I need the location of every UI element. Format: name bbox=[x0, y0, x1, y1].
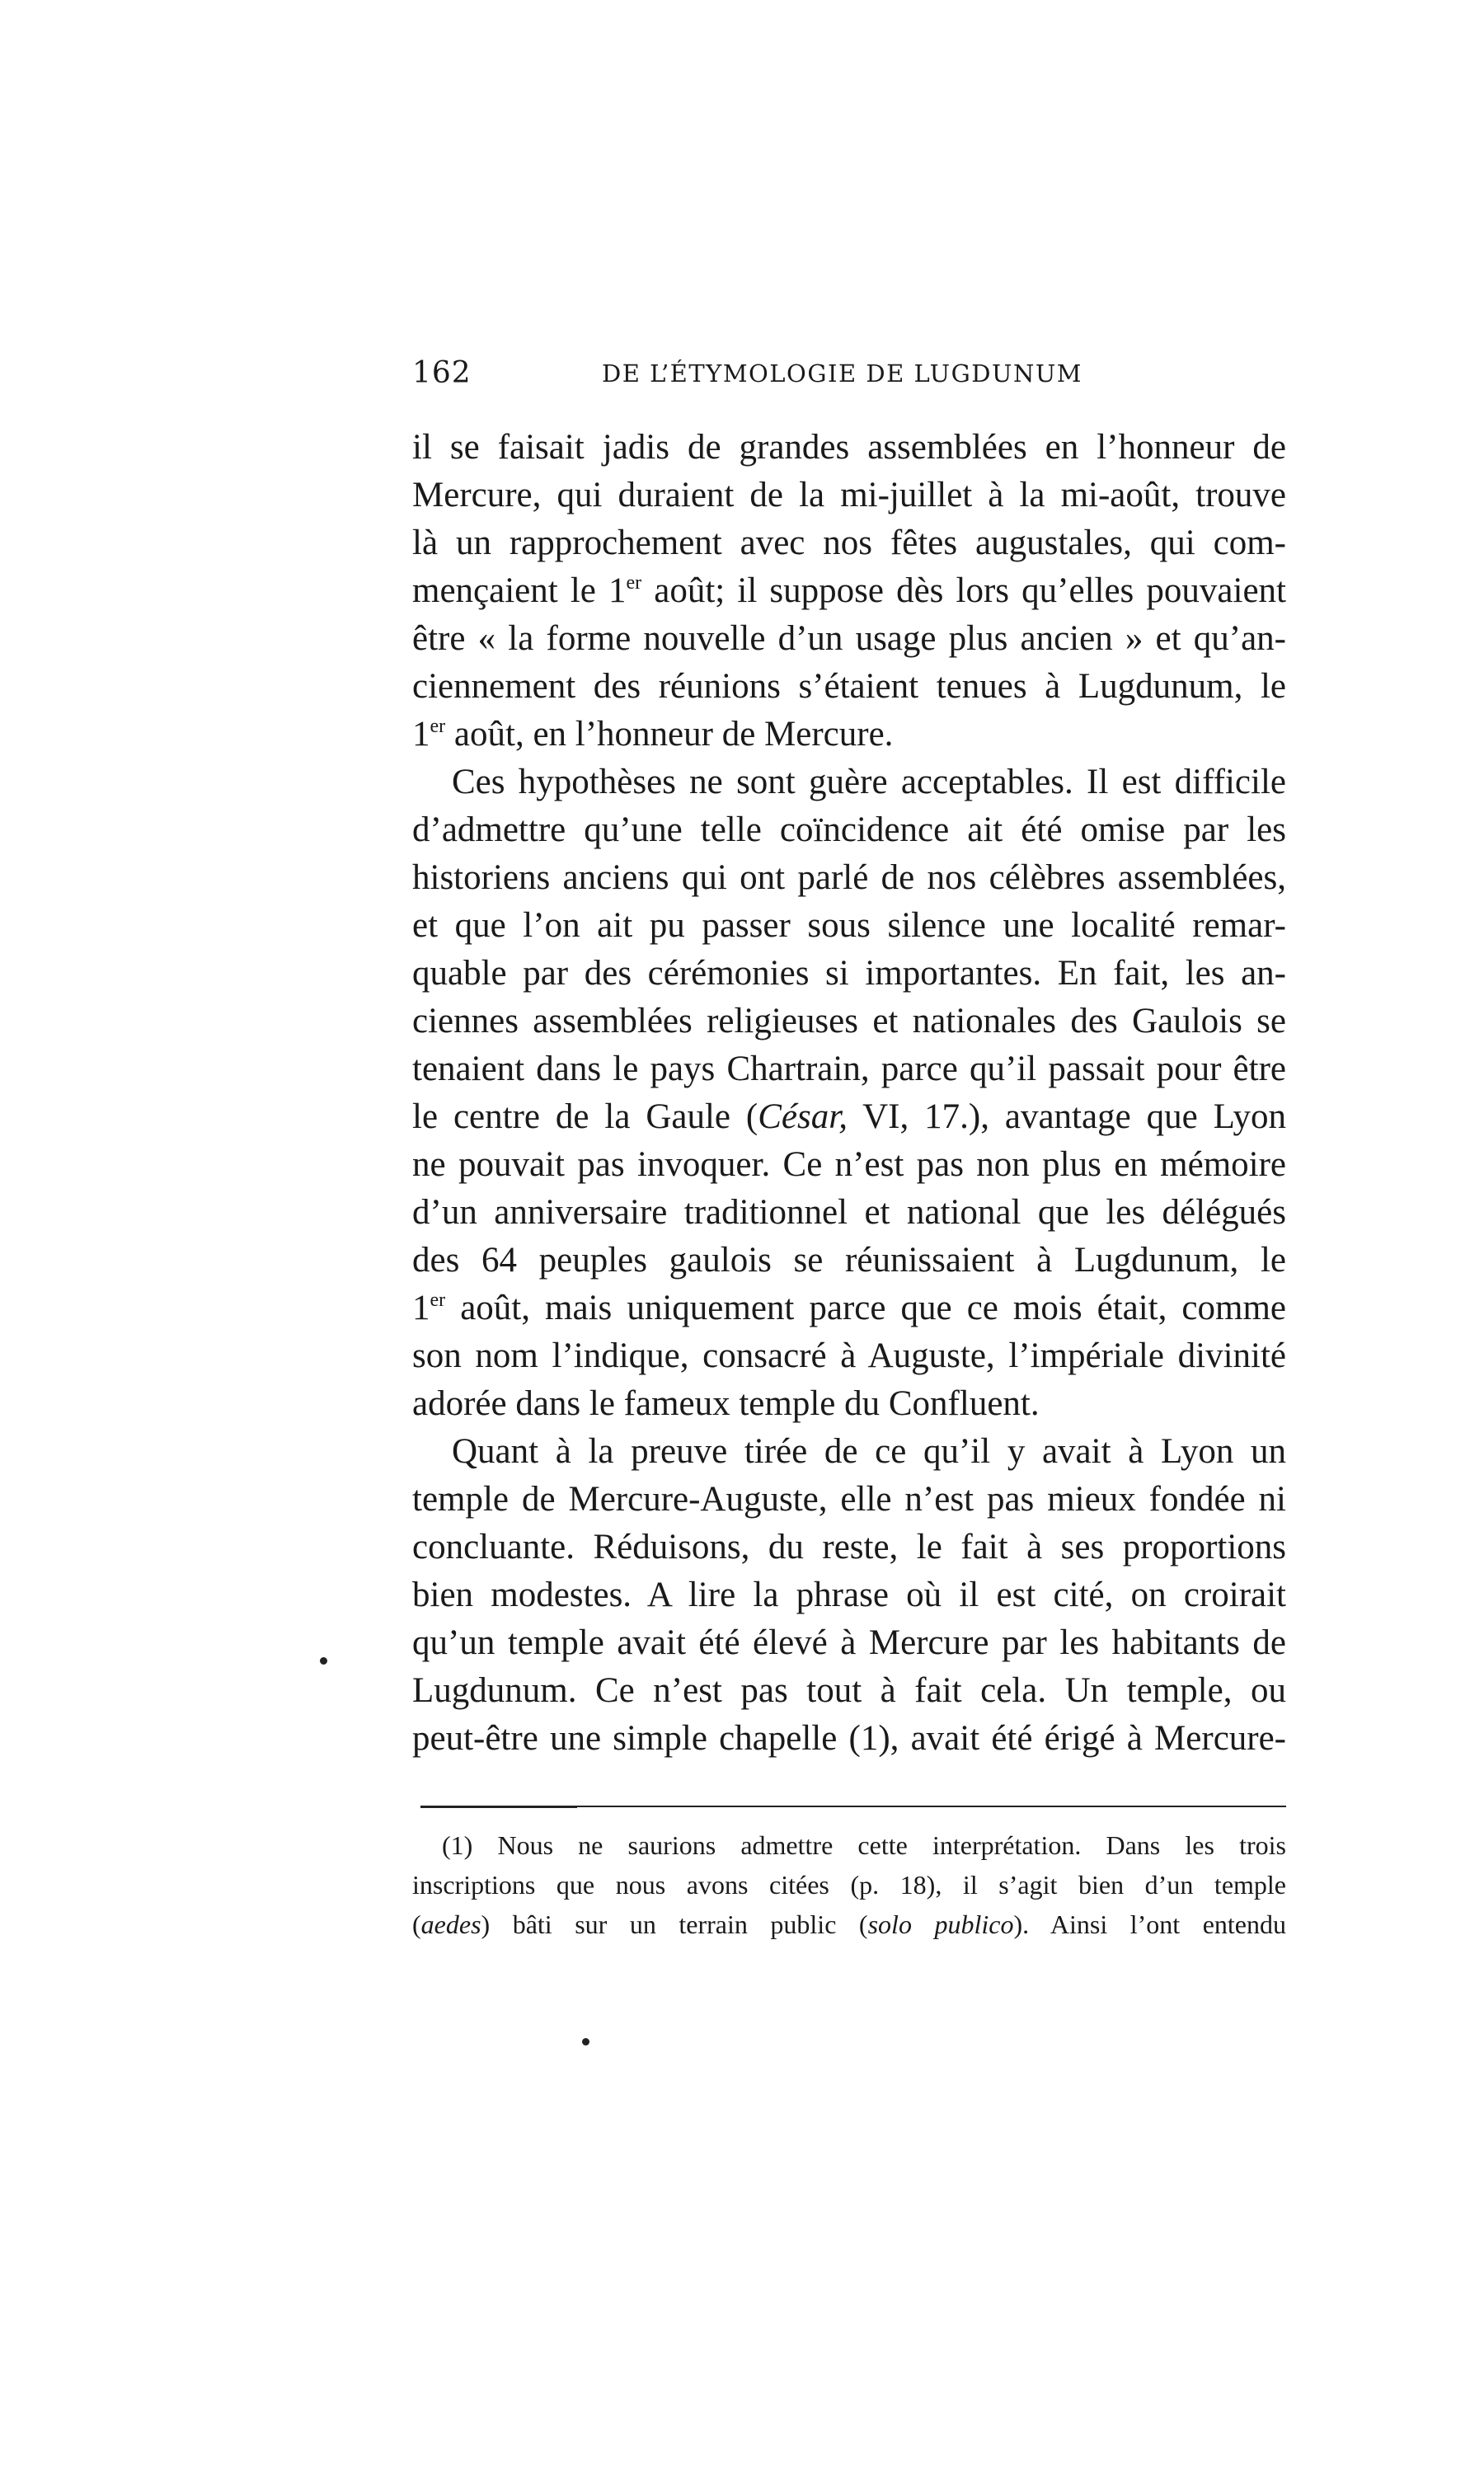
text-line: ciennes assemblées religieuses et nationales des Gaulois se bbox=[412, 1002, 1286, 1040]
text-fragment: ) bâti sur un terrain public ( bbox=[481, 1909, 868, 1939]
text-line: des 64 peuples gaulois se réunissaient à Lugdunum, le bbox=[412, 1241, 1286, 1280]
text-fragment: 1 bbox=[412, 715, 430, 754]
text-line: ciennement des réunions s’étaient tenues à Lugdunum, le bbox=[412, 667, 1286, 706]
text-fragment: ( bbox=[412, 1909, 421, 1939]
text-line bbox=[412, 711, 893, 759]
text-line: ne pouvait pas invoquer. Ce n’est pas non plus en mémoire bbox=[412, 1145, 1286, 1184]
superscript: er bbox=[626, 572, 642, 594]
text-line: Quant à la preuve tirée de ce qu’il y avait à Lyon un bbox=[452, 1432, 1286, 1471]
text-fragment: le centre de la Gaule ( bbox=[412, 1097, 758, 1136]
text-line bbox=[412, 1093, 1286, 1141]
running-header bbox=[412, 356, 1278, 406]
text-fragment: août, mais uniquement parce que ce mois était, comme bbox=[445, 1289, 1286, 1327]
superscript: er bbox=[430, 716, 446, 737]
text-line bbox=[412, 567, 1286, 615]
page-number: 162 bbox=[412, 356, 472, 390]
footnote-line: (1) Nous ne saurions admettre cette interprétation. Dans les trois bbox=[442, 1830, 1286, 1860]
footnote-rule-extension bbox=[577, 1806, 1286, 1807]
text-line: être « la forme nouvelle d’un usage plus ancien » et qu’an- bbox=[412, 619, 1286, 658]
text-line: tenaient dans le pays Chartrain, parce qu’il passait pour être bbox=[412, 1050, 1286, 1088]
text-fragment: 1 bbox=[412, 1289, 430, 1327]
text-fragment: août; il suppose dès lors qu’elles pouvaient bbox=[641, 571, 1286, 610]
text-line: d’admettre qu’une telle coïncidence ait été omise par les bbox=[412, 810, 1286, 849]
text-fragment: août, en l’honneur de Mercure. bbox=[445, 715, 894, 754]
italic-term: aedes bbox=[420, 1909, 481, 1939]
text-line: son nom l’indique, consacré à Auguste, l’impériale divinité bbox=[412, 1336, 1286, 1375]
text-line: d’un anniversaire traditionnel et national que les délégués bbox=[412, 1193, 1286, 1232]
text-fragment: mençaient le 1 bbox=[412, 571, 627, 610]
text-line bbox=[412, 1285, 1286, 1332]
text-line: temple de Mercure-Auguste, elle n’est pas mieux fondée ni bbox=[412, 1480, 1286, 1519]
italic-term: solo publico bbox=[867, 1909, 1014, 1939]
text-line: Ces hypothèses ne sont guère acceptables. Il est difficile bbox=[452, 763, 1286, 801]
scan-speck bbox=[320, 1657, 327, 1665]
text-line: là un rapprochement avec nos fêtes augustales, qui com- bbox=[412, 524, 1286, 562]
running-title: DE L’ÉTYMOLOGIE DE LUGDUNUM bbox=[602, 359, 1082, 388]
italic-citation: César, bbox=[758, 1097, 848, 1136]
footnote-rule bbox=[420, 1806, 577, 1808]
superscript: er bbox=[430, 1289, 446, 1311]
text-line: Lugdunum. Ce n’est pas tout à fait cela. Un temple, ou bbox=[412, 1671, 1286, 1710]
text-fragment: VI, 17.), avantage que Lyon bbox=[847, 1097, 1286, 1136]
footnote-line: inscriptions que nous avons citées (p. 18), il s’agit bien d’un temple bbox=[412, 1870, 1286, 1900]
text-line: Mercure, qui duraient de la mi-juillet à la mi-août, trouve bbox=[412, 476, 1286, 514]
text-line: bien modestes. A lire la phrase où il est cité, on croirait bbox=[412, 1576, 1286, 1614]
text-line: historiens anciens qui ont parlé de nos célèbres assemblées, bbox=[412, 858, 1286, 897]
text-fragment: ). Ainsi l’ont entendu bbox=[1013, 1909, 1287, 1939]
text-line: qu’un temple avait été élevé à Mercure par les habitants de bbox=[412, 1623, 1286, 1662]
text-line: et que l’on ait pu passer sous silence une localité remar- bbox=[412, 906, 1286, 945]
scan-speck bbox=[582, 2038, 589, 2046]
text-line: concluante. Réduisons, du reste, le fait à ses proportions bbox=[412, 1528, 1286, 1566]
footnote-line bbox=[412, 1905, 1286, 1944]
text-line: il se faisait jadis de grandes assemblées en l’honneur de bbox=[412, 428, 1286, 467]
text-line: quable par des cérémonies si importantes. En fait, les an- bbox=[412, 954, 1286, 993]
text-line: adorée dans le fameux temple du Confluent. bbox=[412, 1384, 1040, 1423]
text-line: peut-être une simple chapelle (1), avait été érigé à Mercure- bbox=[412, 1719, 1286, 1758]
